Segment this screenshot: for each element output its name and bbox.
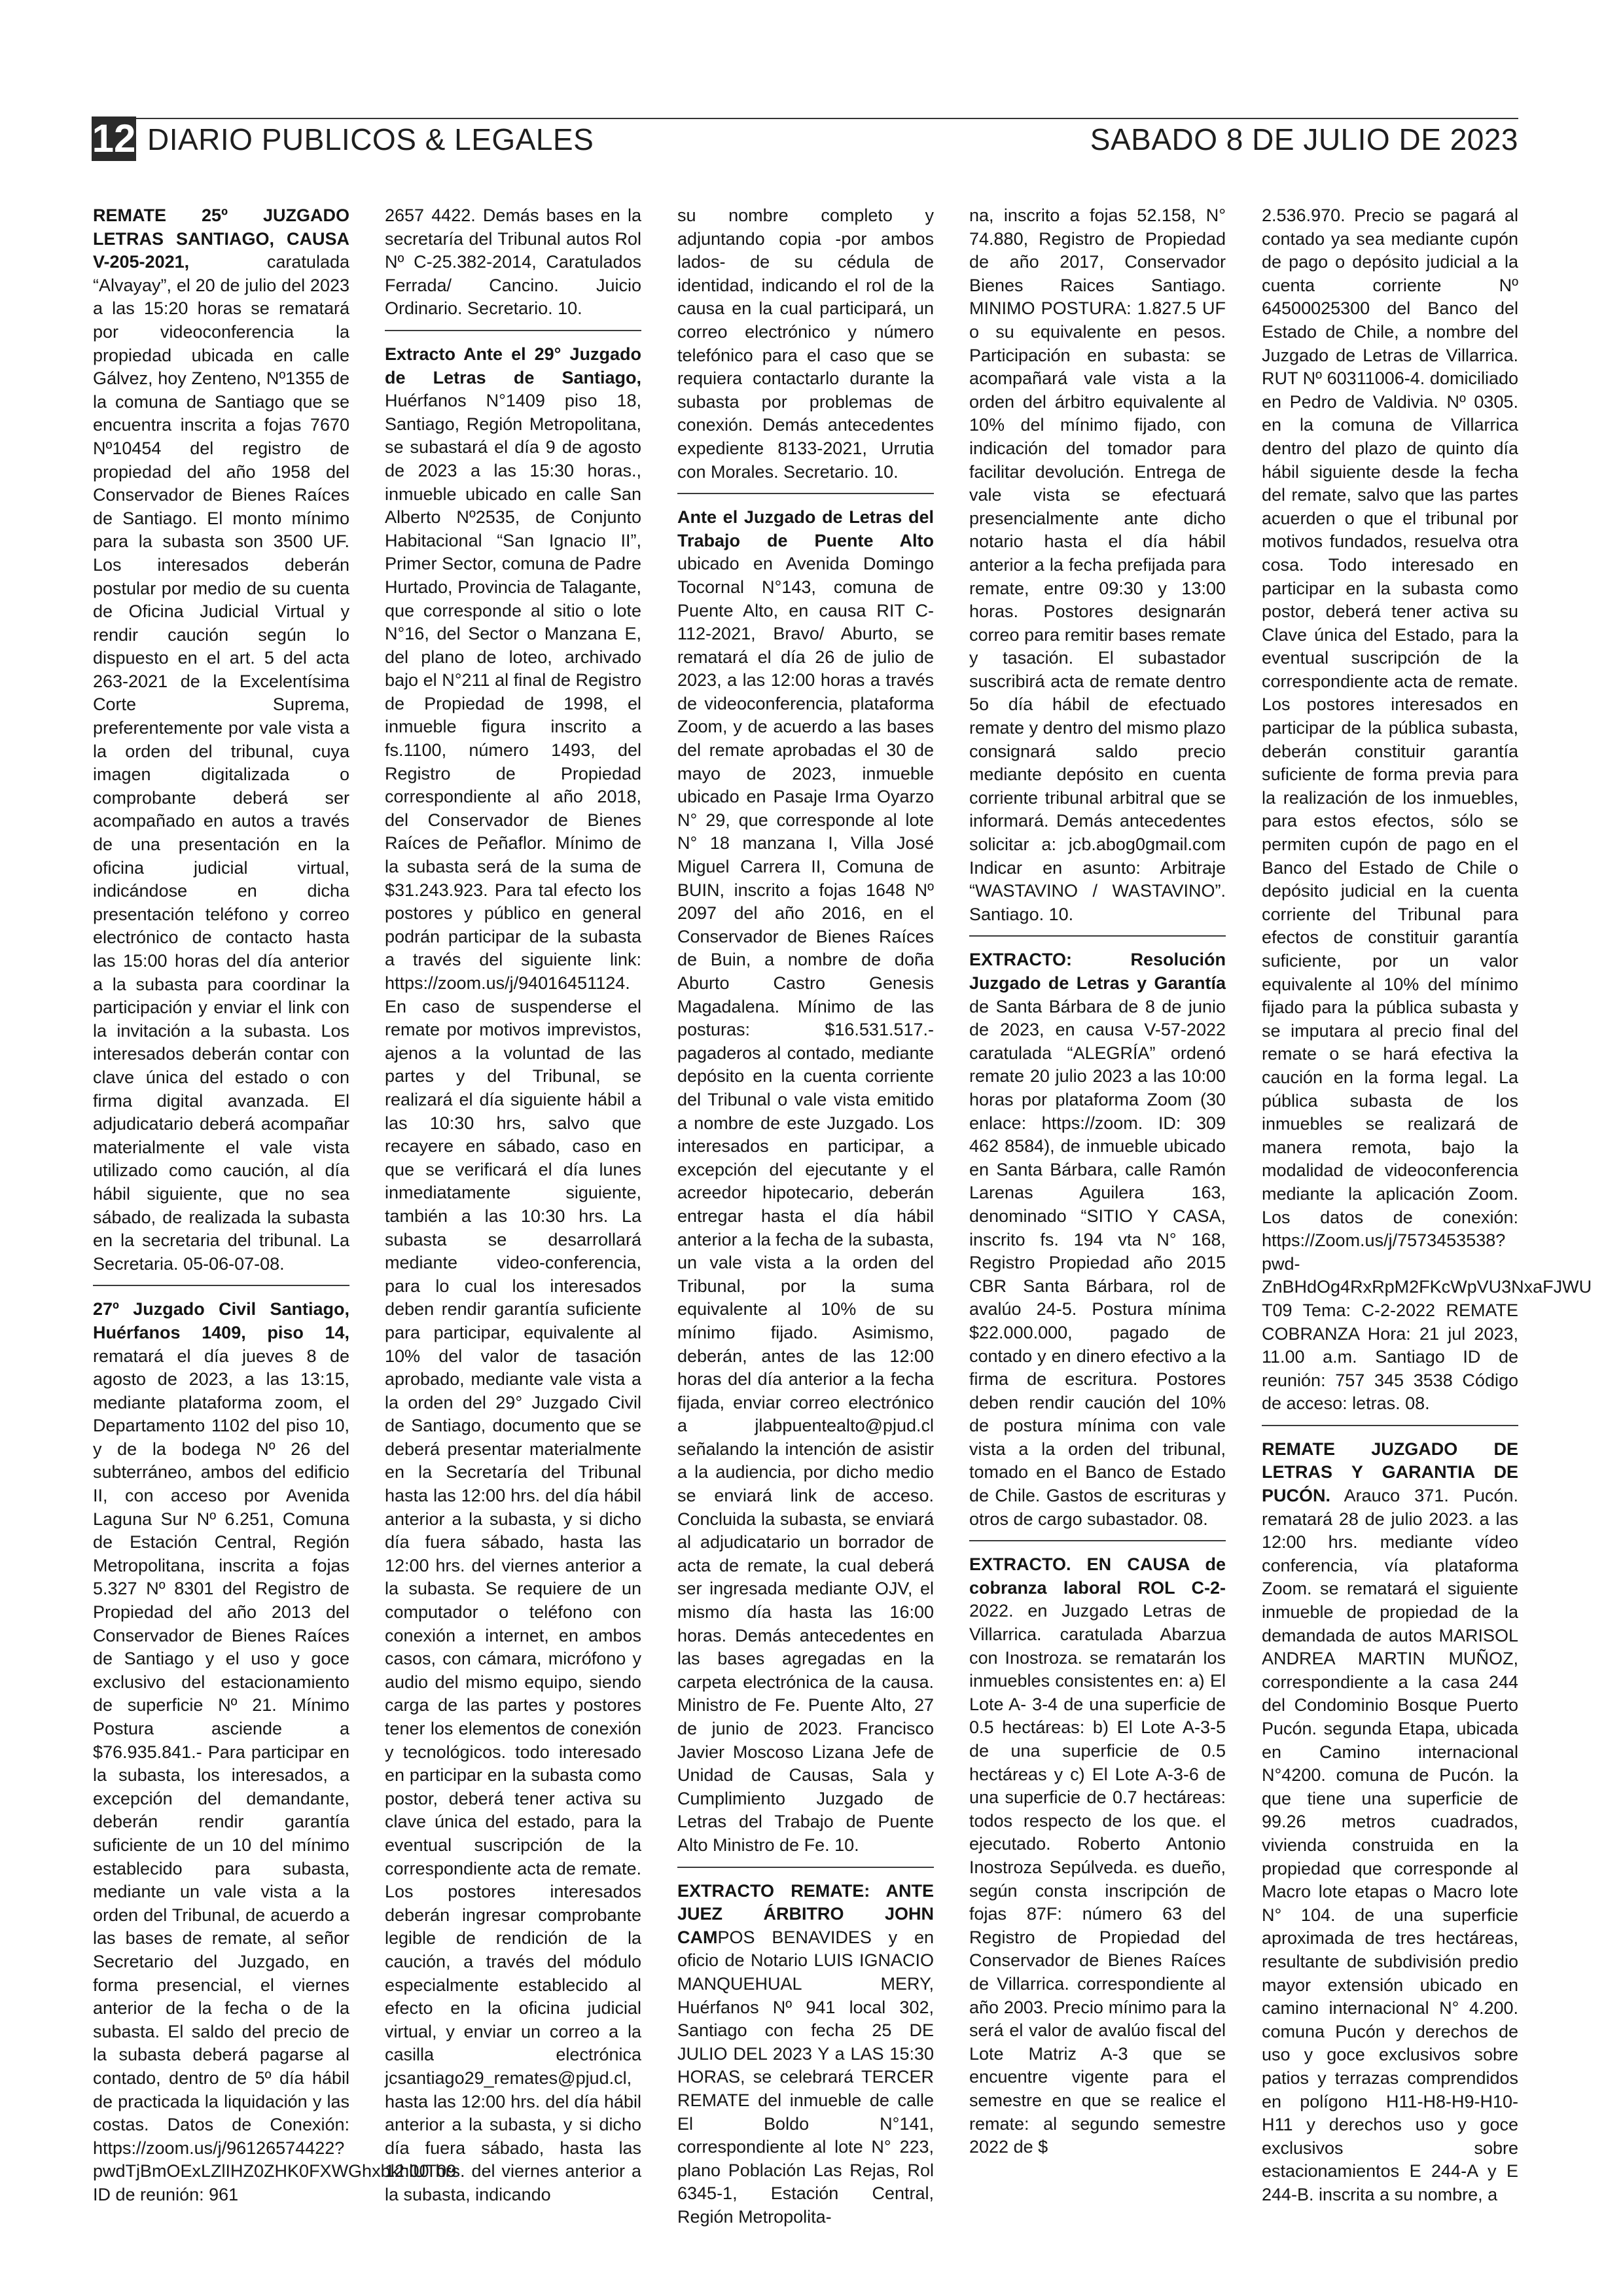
column-5 [1262, 204, 1592, 2227]
notice-body: POS BENAVIDES y en oficio de Notario LUIS IGNACIO MANQUEHUAL MERY, Huérfanos Nº 941 local 302, Santiago con fecha 25 DE JULIO DEL 2023 Y a LAS 15:30 HORAS, se celebrará TERCER REMATE del inmueble de calle El Boldo N°141, correspondiente al lote N° 223, plano Población Las Rejas, Rol 6345-1, Estación Central, Región Metropolita- [677, 1927, 934, 2227]
notice-body: Huérfanos N°1409 piso 18, Santiago, Región Metropolitana, se subastará el día 9 de agosto de 2023 a las 15:30 horas., inmueble ubicado en calle San Alberto Nº2535, de Conjunto Habitacional “San Ignacio II”, Primer Sector, comuna de Padre Hurtado, Provincia de Talagante, que corresponde al sitio o lote N°16, del Sector o Manzana E, del plano de loteo, archivado bajo el N°211 al final de Registro de Propiedad de 1998, el inmueble figura inscrito a fs.1100, número 1493, del Registro de Propiedad correspondiente al año 2018, del Conservador de Bienes Raíces de Peñaflor. Mínimo de la subasta será de la suma de $31.243.923. Para tal efecto los postores y público en general podrán participar de la subasta a través del siguiente link: https://zoom.us/j/94016451124. En caso de suspenderse el remate por motivos imprevistos, ajenos a la voluntad de las partes y del Tribunal, se realizará el día siguiente hábil a las 10:30 hrs, salvo que recayere en sábado, caso en que se verificará el día lunes inmediatamente siguiente, también a las 10:30 hrs. La subasta se desarrollará mediante video-conferencia, para lo cual los interesados deben rendir garantía suficiente para participar, equivalente al 10% del valor de tasación aprobado, mediante vale vista a la orden del 29° Juzgado Civil de Santiago, documento que se deberá presentar materialmente en la Secretaría del Tribunal hasta las 12:00 hrs. del día hábil anterior a la subasta, y si dicho día fuera sábado, hasta las 12:00 hrs. del viernes anterior a la subasta. Se requiere de un computador o teléfono con conexión a internet, en ambos casos, con cámara, micrófono y audio del mismo equipo, siendo carga de las partes y postores tener los elementos de conexión y tecnológicos. todo interesado en participar en la subasta como postor, deberá tener activa su clave única del estado, para la eventual suscripción de la correspondiente acta de remate. Los postores interesados deberán ingresar comprobante legible de rendición de la caución, a través del módulo especialmente establecido al efecto en la oficina judicial virtual, y enviar un correo a la casilla electrónica jcsantiago29_remates@pjud.cl, hasta las 12:00 hrs. del día hábil anterior a la subasta, y si dicho día fuera sábado, hasta las 12:00 hrs. del viernes anterior a la subasta, indicando [385, 391, 641, 2204]
notice-heading: 27º Juzgado Civil Santiago, Huérfanos 1409, piso 14, [93, 1299, 349, 1342]
notice-extracto-santa-barbara [969, 948, 1226, 1531]
notice-heading: Extracto Ante el 29° Juzgado de Letras de Santiago, [385, 344, 641, 387]
notice-heading: EXTRACTO REMATE: ANTE JUEZ ÁRBITRO JOHN CAM [677, 1880, 934, 1947]
notice-body: de Santa Bárbara de 8 de junio de 2023, en causa V-57-2022 caratulada “ALEGRÍA” ordenó remate 20 julio 2023 a las 10:00 horas por plataforma Zoom (30 enlace: https://zoom. ID: 309 462 8584), de inmueble ubicado en Santa Bárbara, calle Ramón Larenas Aguilera 163, denominado “SITIO Y CASA, inscrito fs. 194 vta N° 168, Registro Propiedad año 2015 CBR Santa Bárbara, rol de avalúo 24-5. Postura mínima $22.000.000, pagado de contado y en dinero efectivo a la firma de escritura. Postores deben rendir caución del 10% de postura mínima con vale vista a la orden del tribunal, tomado en el Banco de Estado de Chile. Gastos de escrituras y otros de cargo subastador. 08. [969, 996, 1226, 1529]
notice-columns [93, 204, 1592, 2227]
notice-heading: REMATE 25º JUZGADO LETRAS SANTIAGO, CAUSA V-205-2021, [93, 206, 349, 272]
notice-continuation [1262, 204, 1592, 1416]
notice-27-juzgado-civil [93, 1298, 457, 2206]
notice-29-juzgado-letras [385, 343, 641, 2207]
notice-body: Arauco 371. Pucón. rematará 28 de julio 2023. a las 12:00 hrs. mediante vídeo conferencia, vía plataforma Zoom. se rematará el siguiente inmueble de propiedad de la demandada de autos MARISOL ANDREA MARTIN MUÑOZ, correspondiente a la casa 244 del Condominio Bosque Puerto Pucón. segunda Etapa, ubicada en Camino internacional N°4200. comuna de Pucón. la que tiene una superficie de 99.26 metros cuadrados, vivienda construida en la propiedad que corresponde al Macro lote etapas o Macro lote N° 104. de una superficie aproximada de tres hectáreas, resultante de subdivisión predio mayor extensión ubicado en camino internacional N° 4.200. comuna Pucón y derechos de uso y goce exclusivos sobre patios y terrazas comprendidos en polígono H11-H8-H9-H10-H11 y derechos uso y goce exclusivos sobre estacionamientos E 244-A y E 244-B. inscrita a su nombre, a [1262, 1486, 1518, 2204]
notice-extracto-cobranza-laboral [969, 1553, 1226, 2159]
notice-remate-pucon [1262, 1438, 1518, 2207]
notice-heading: EXTRACTO: Resolución Juzgado de Letras y Garantía [969, 950, 1226, 993]
publication-date: SABADO 8 DE JULIO DE 2023 [1090, 122, 1518, 156]
notice-continuation [677, 204, 934, 484]
notice-separator [93, 1285, 349, 1286]
notice-body: 2022. en Juzgado Letras de Villarrica. caratulada Abarzua con Inostroza. se rematarán los inmuebles consistentes en: a) El Lote A- 3-4 de una superficie de 0.5 hectáreas: b) El Lote A-3-5 de una superficie de 0.5 hectáreas y c) El Lote A-3-6 de una superficie de 0.7 hectáreas: todos respecto de los que. el ejecutado. Roberto Antonio Inostroza Sepúlveda. es dueño, según consta inscripción de fojas 87F: número 63 del Registro de Propiedad del Conservador de Bienes Raíces de Villarrica. correspondiente al año 2003. Precio mínimo para la será el valor de avalúo fiscal del Lote Matriz A-3 que se encuentre vigente para el semestre en que se realice el remate: al segundo semestre 2022 de $ [969, 1601, 1226, 2157]
notice-separator [677, 1867, 934, 1868]
notice-separator [677, 493, 934, 494]
column-3 [677, 204, 934, 2227]
notice-heading: Ante el Juzgado de Letras del Trabajo de Puente Alto [677, 507, 934, 550]
notice-continuation [385, 204, 641, 321]
notice-separator [1262, 1425, 1518, 1426]
notice-separator [969, 1540, 1226, 1541]
notice-extracto-remate-arbitro [677, 1880, 934, 2229]
column-4 [969, 204, 1226, 2227]
notice-heading: REMATE JUZGADO DE LETRAS Y GARANTIA DE PUCÓN. [1262, 1439, 1518, 1506]
masthead [92, 117, 1518, 162]
notice-separator [385, 330, 641, 331]
notice-heading: EXTRACTO. EN CAUSA de cobranza laboral ROL C-2- [969, 1554, 1226, 1598]
notice-body: caratulada “Alvayay”, el 20 de julio del 2023 a las 15:20 horas se rematará por videoconferencia la propiedad ubicada en calle Gálvez, hoy Zenteno, Nº1355 de la comuna de Santiago que se encuentra inscrita a fojas 7670 Nº10454 del registro de propiedad del año 1958 del Conservador de Bienes Raíces de Santiago. El monto mínimo para la subasta son 3500 UF. Los interesados deberán postular por medio de su cuenta de Oficina Judicial Virtual y rendir caución según lo dispuesto en el art. 5 del acta 263-2021 de la Excelentísima Corte Suprema, preferentemente por vale vista a la orden del tribunal, cuya imagen digitalizada o comprobante deberá ser acompañado en autos a través de una presentación en la oficina judicial virtual, indicándose en dicha presentación teléfono y correo electrónico de contacto hasta las 15:00 horas del día anterior a la subasta para coordinar la participación y enviar el link con la invitación a la subasta. Los interesados deberán contar con clave única del estado o con firma digital avanzada. El adjudicatario deberá acompañar materialmente el vale vista utilizado como caución, al día hábil siguiente, que no sea sábado, de realizada la subasta en la secretaria del tribunal. La Secretaria. 05-06-07-08. [93, 252, 349, 1274]
notice-remate-25-juzgado [93, 204, 349, 1276]
notice-juzgado-trabajo-puente-alto [677, 506, 934, 1857]
notice-body: ubicado en Avenida Domingo Tocornal N°143, comuna de Puente Alto, en causa RIT C-112-2021, Bravo/ Aburto, se rematará el día 26 de julio de 2023, a las 12:00 horas a través de videoconferencia, plataforma Zoom, y de acuerdo a las bases del remate aprobadas el 30 de mayo de 2023, inmueble ubicado en Pasaje Irma Oyarzo N° 29, que corresponde al lote N° 18 manzana I, Villa José Miguel Carrera II, Comuna de BUIN, inscrito a fojas 1648 Nº 2097 del año 2016, en el Conservador de Bienes Raíces de Buin, a nombre de doña Aburto Castro Genesis Magadalena. Mínimo de las posturas: $16.531.517.- pagaderos al contado, mediante depósito en la cuenta corriente del Tribunal o vale vista emitido a nombre de este Juzgado. Los interesados en participar, a excepción del ejecutante y el acreedor hipotecario, deberán entregar hasta el día hábil anterior a la fecha de la subasta, un vale vista a la orden del Tribunal, por la suma equivalente al 10% de su mínimo fijado. Asimismo, deberán, antes de las 12:00 horas del día anterior a la fecha fijada, enviar correo electrónico a jlabpuentealto@pjud.cl señalando la intención de asistir a la audiencia, por dicho medio se enviará link de acceso. Concluida la subasta, se enviará al adjudicatario un borrador de acta de remate, la cual deberá ser ingresada mediante OJV, el mismo día hasta las 16:00 horas. Demás antecedentes en las bases agregadas en la carpeta electrónica de la causa. Ministro de Fe. Puente Alto, 27 de junio de 2023. Francisco Javier Moscoso Lizana Jefe de Unidad de Causas, Sala y Cumplimiento Juzgado de Letras del Trabajo de Puente Alto Ministro de Fe. 10. [677, 554, 934, 1855]
notice-continuation [969, 204, 1226, 926]
notice-body: 2.536.970. Precio se pagará al contado ya sea mediante cupón de pago o depósito judicial a la cuenta corriente Nº 64500025300 del Banco del Estado de Chile, a nombre del Juzgado de Letras de Villarrica. RUT Nº 60311006-4. domiciliado en Pedro de Valdivia. Nº 0305. en la comuna de Villarrica dentro del plazo de quinto día hábil siguiente desde la fecha del remate, salvo que las partes acuerden o que el tribunal por motivos fundados, resuelva otra cosa. Todo interesado en participar en la subasta como postor, deberá tener activa su Clave única del Estado, para la eventual suscripción de la correspondiente acta de remate. Los postores interesados en participar de la pública subasta, deberán constituir garantía suficiente de forma previa para la realización de los inmuebles, para estos efectos, sólo se permiten cupón de pago en el Banco del Estado de Chile o depósito judicial en la cuenta corriente del Tribunal para efectos de constituir garantía suficiente, por un valor equivalente al 10% del mínimo fijado para la pública subasta y se imputara al precio final del remate o se hará efectiva la caución en la forma legal. La pública subasta de los inmuebles se realizará de manera remota, bajo la modalidad de videoconferencia mediante la aplicación Zoom. Los datos de conexión: https://Zoom.us/j/7573453538?pwd-ZnBHdOg4RxRpM2FKcWpVU3NxaFJWU T09 Tema: C-2-2022 REMATE COBRANZA Hora: 21 jul 2023, 11.00 a.m. Santiago ID de reunión: 757 345 3538 Código de acceso: letras. 08. [1262, 206, 1592, 1414]
notice-body: rematará el día jueves 8 de agosto de 2023, a las 13:15, mediante plataforma zoom, el Departamento 1102 del piso 10, y de la bodega Nº 26 del subterráneo, ambos del edificio II, con acceso por Avenida Laguna Sur Nº 6.251, Comuna de Estación Central, Región Metropolitana, inscrita a fojas 5.327 Nº 8301 del Registro de Propiedad del año 2013 del Conservador de Bienes Raíces de Santiago y el uso y goce exclusivo del estacionamiento de superficie Nº 21. Mínimo Postura asciende a $76.935.841.- Para participar en la subasta, los interesados, a excepción del demandante, deberán rendir garantía suficiente de un 10 del mínimo establecido para subasta, mediante un vale vista a la orden del Tribunal, de acuerdo a las bases de remate, al señor Secretario del Juzgado, en forma presencial, el viernes anterior de la fecha o de la subasta. El saldo del precio de la subasta deberá pagarse al contado, dentro de 5º día hábil de practicada la liquidación y las costas. Datos de Conexión: https://zoom.us/j/96126574422?pwdTjBmOExLZlIHZ0ZHK0FXWGhxbkhlUT09 ID de reunión: 961 [93, 1346, 457, 2204]
notice-body: na, inscrito a fojas 52.158, N° 74.880, Registro de Propiedad de año 2017, Conservador Bienes Raices Santiago. MINIMO POSTURA: 1.827.5 UF o su equivalente en pesos. Participación en subasta: se acompañará vale vista a la orden del árbitro equivalente al 10% del mínimo fijado, con indicación del tomador para facilitar devolución. Entrega de vale vista se efectuará presencialmente ante dicho notario hasta el día hábil anterior a la fecha prefijada para remate, entre 09:30 y 13:00 horas. Postores designarán correo para remitir bases remate y tasación. El subastador suscribirá acta de remate dentro 5o día hábil de efectuado remate y dentro del mismo plazo consignará saldo precio mediante depósito en cuenta corriente tribunal arbitral que se informará. Demás antecedentes solicitar a: jcb.abog0gmail.com Indicar en asunto: Arbitraje “WASTAVINO / WASTAVINO”. Santiago. 10. [969, 206, 1226, 924]
column-1 [93, 204, 457, 2227]
notice-body: 2657 4422. Demás bases en la secretaría del Tribunal autos Rol Nº C-25.382-2014, Caratulados Ferrada/ Cancino. Juicio Ordinario. Secretario. 10. [385, 206, 641, 319]
column-2 [385, 204, 641, 2227]
notice-body: su nombre completo y adjuntando copia -por ambos lados- de su cédula de identidad, indicando el rol de la causa en la cual participará, un correo electrónico y número telefónico para el caso que se requiera contactarlo durante la subasta por problemas de conexión. Demás antecedentes expediente 8133-2021, Urrutia con Morales. Secretario. 10. [677, 206, 934, 482]
page-number: 12 [92, 117, 136, 160]
publication-name: DIARIO PUBLICOS & LEGALES [147, 122, 594, 156]
notice-separator [969, 935, 1226, 937]
